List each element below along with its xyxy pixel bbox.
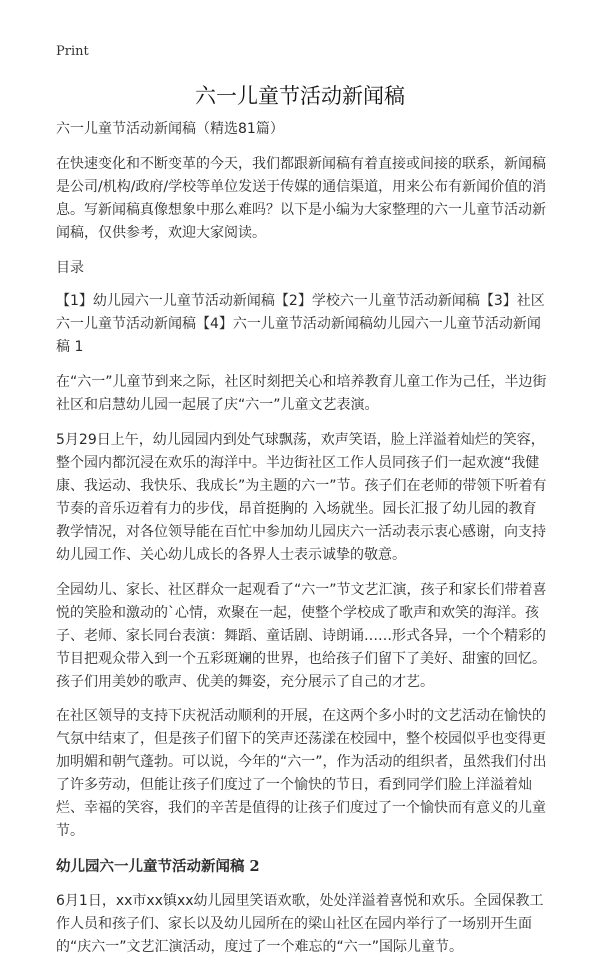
body-paragraph-1: 在“六一”儿童节到来之际，社区时刻把关心和培养教育儿童工作为己任，半边街社区和启慧幼儿园一起展了庆“六一”儿童文艺表演。 xyxy=(56,374,547,413)
toc-item-1[interactable]: 【1】幼儿园六一儿童节活动新闻稿 xyxy=(56,293,275,309)
toc-item-4[interactable]: 【4】六一儿童节活动新闻稿幼儿园六一儿童节活动新闻稿 1 xyxy=(56,316,541,355)
table-of-contents xyxy=(56,290,550,359)
article-body xyxy=(56,118,550,971)
section-2-paragraph: 6月1日，xx市xx镇xx幼儿园里笑语欢歌，处处洋溢着喜悦和欢乐。全园保教工作人员和孩子们、家长以及幼儿园所在的梁山社区在园内举行了一场别开生面的“庆六一”文艺汇演活动，度过了一个难忘的“六一”国际儿童节。 xyxy=(56,893,544,955)
page-title: 六一儿童节活动新闻稿 xyxy=(195,84,405,108)
section-2-heading: 幼儿园六一儿童节活动新闻稿 2 xyxy=(56,858,260,875)
print-link[interactable]: Print xyxy=(56,44,89,59)
intro-paragraph: 在快速变化和不断变革的今天，我们都跟新闻稿有着直接或间接的联系，新闻稿是公司/机构/政府/学校等单位发送于传媒的通信渠道，用来公布有新闻价值的消息。写新闻稿真像想象中那么难吗？以下是小编为大家整理的六一儿童节活动新闻稿，仅供参考，欢迎大家阅读。 xyxy=(56,156,547,241)
body-paragraph-3: 全园幼儿、家长、社区群众一起观看了“六一”节文艺汇演，孩子和家长们带着喜悦的笑脸和激动的`心情，欢聚在一起，使整个学校成了歌声和欢笑的海洋。孩子、老师、家长同台表演：舞蹈、童话剧、诗朗诵……形式各异，一个个精彩的节目把观众带入到一个五彩斑斓的世界，也给孩子们留下了美好、甜蜜的回忆。孩子们用美妙的歌声、优美的舞姿，充分展示了自己的才艺。 xyxy=(56,582,547,690)
toc-heading: 目录 xyxy=(56,260,84,276)
body-paragraph-2: 5月29日上午，幼儿园园内到处气球飘荡，欢声笑语，脸上洋溢着灿烂的笑容，整个园内都沉浸在欢乐的海洋中。半边街社区工作人员同孩子们一起欢渡“我健康、我运动、我快乐、我成长”为主题的六一”节。孩子们在老师的带领下听着有节奏的音乐迈着有力的步伐，昂首挺胸的 入场就坐。园长汇报了幼儿园的教育教学情况，对各位领导能在百忙中参加幼儿园庆六一活动表示衷心感谢，向支持幼儿园工作、关心幼儿成长的各界人士表示诚挚的敬意。 xyxy=(56,432,547,563)
toc-item-3[interactable]: 【3】社区六一儿童节活动新闻稿 xyxy=(56,293,545,332)
toc-item-2[interactable]: 【2】学校六一儿童节活动新闻稿 xyxy=(274,293,480,309)
body-paragraph-4: 在社区领导的支持下庆祝活动顺利的开展，在这两个多小时的文艺活动在愉快的气氛中结束了，但是孩子们留下的笑声还荡漾在校园中，整个校园似乎也变得更加明媚和朝气蓬勃。可以说，今年的“六一”，作为活动的组织者，虽然我们付出了许多劳动，但能让孩子们度过了一个愉快的节日，看到同学们脸上洋溢着灿烂、幸福的笑容，我们的辛苦是值得的让孩子们度过了一个愉快而有意义的儿童节。 xyxy=(56,708,547,839)
article-subtitle: 六一儿童节活动新闻稿（精选81篇） xyxy=(56,121,284,137)
